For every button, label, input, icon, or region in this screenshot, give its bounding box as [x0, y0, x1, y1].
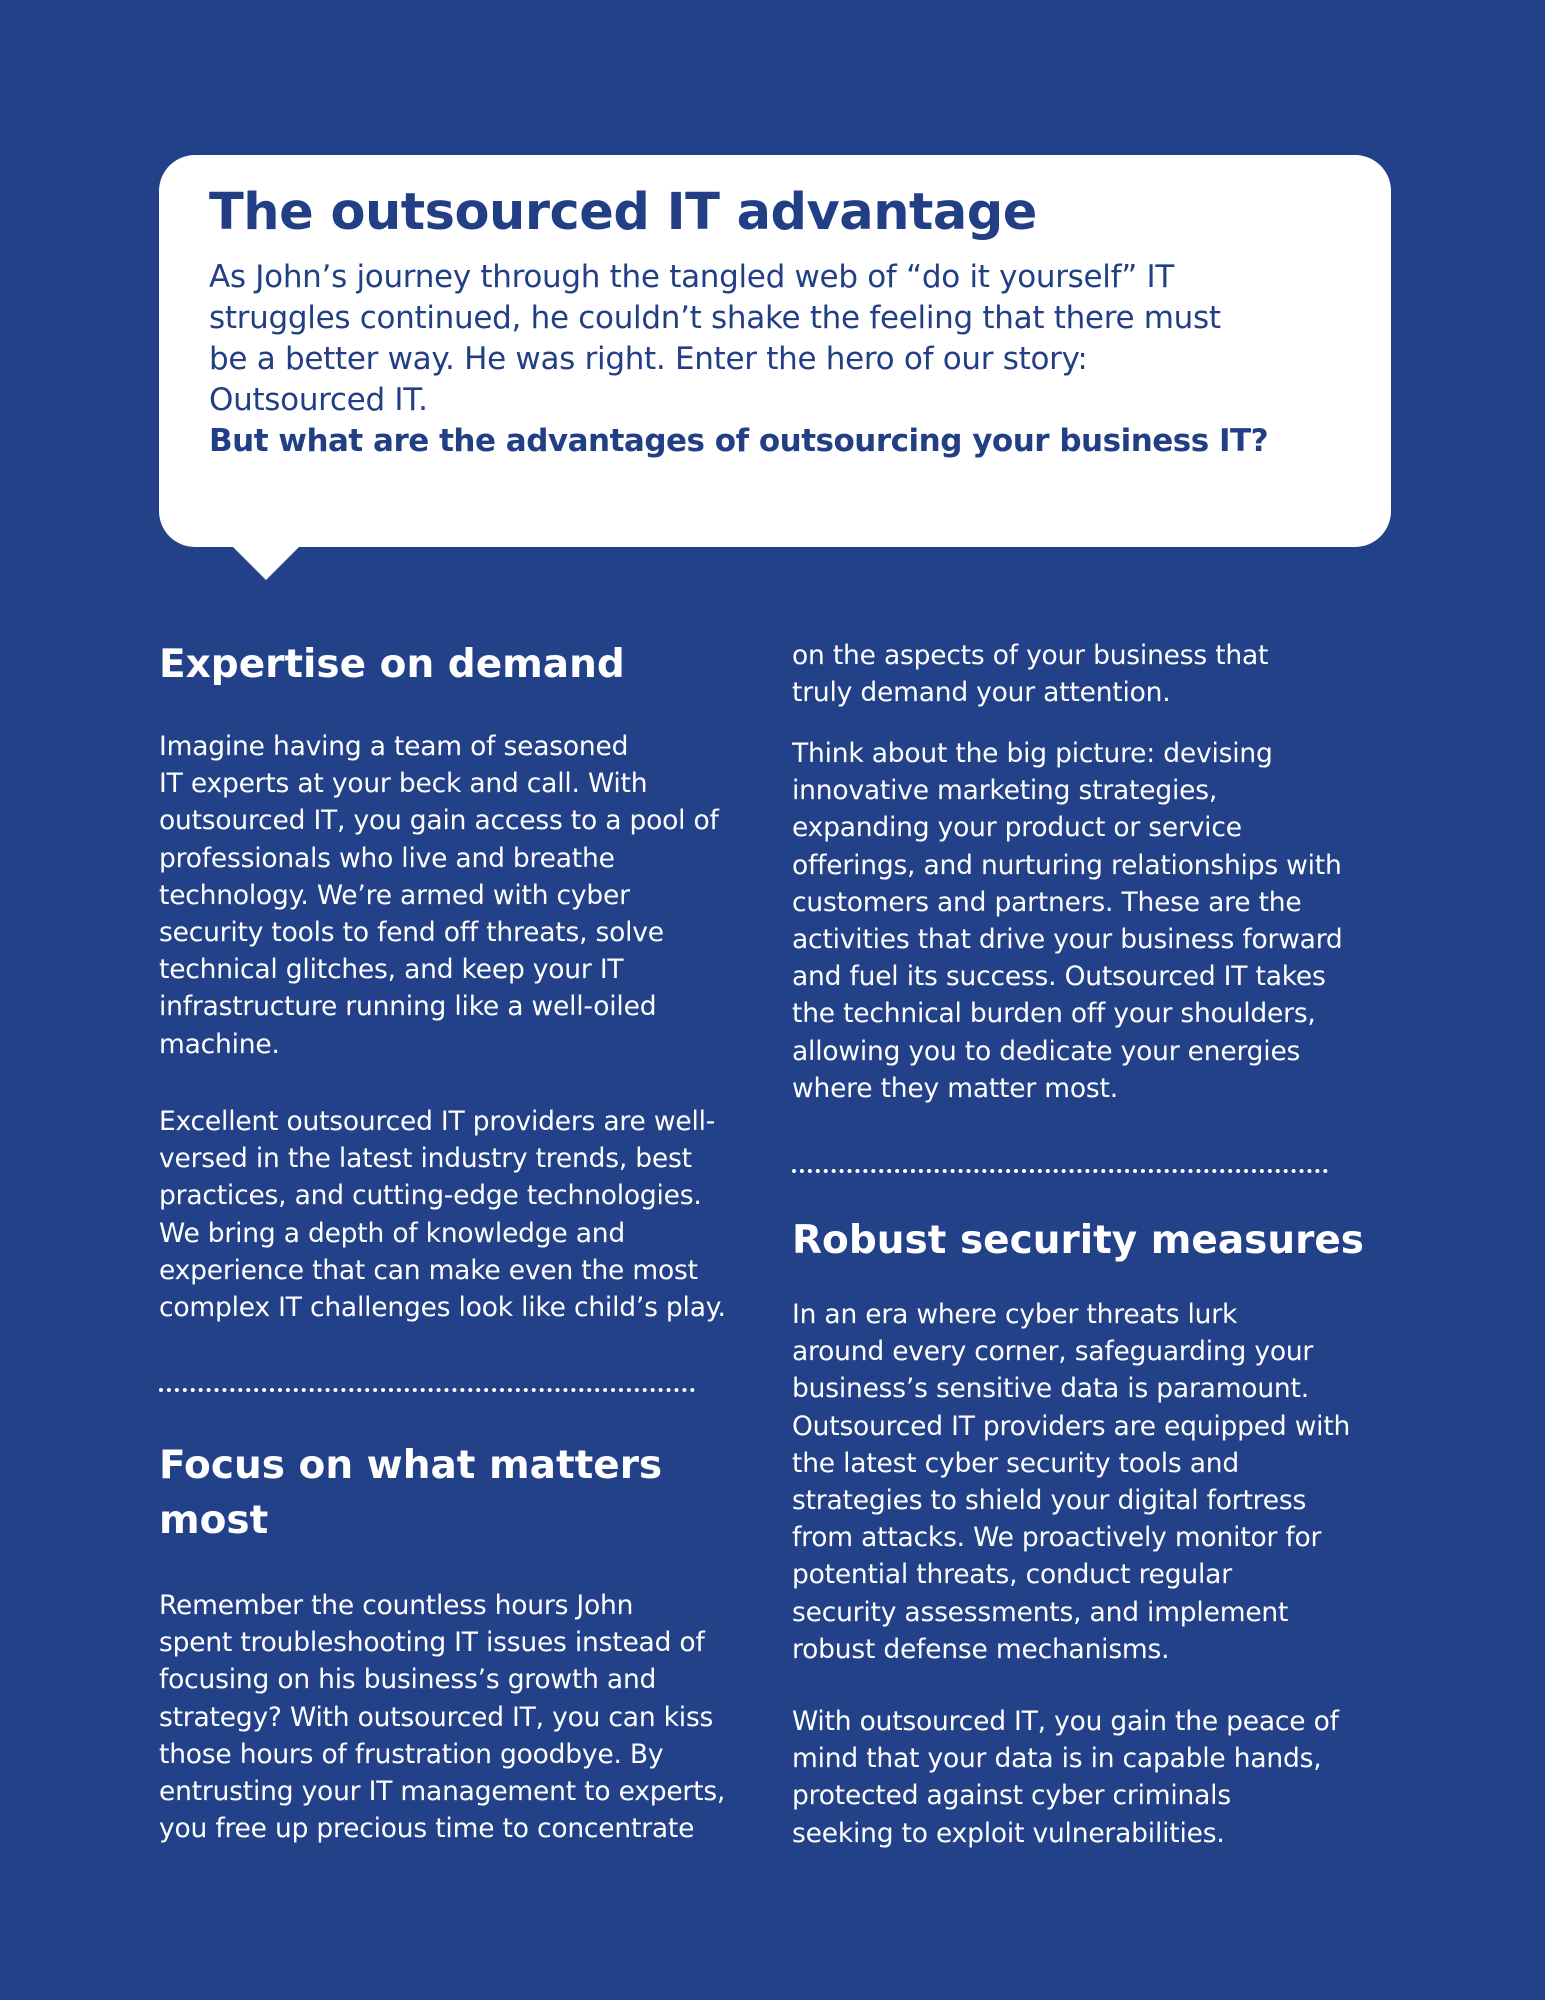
dotted-divider — [792, 1169, 1328, 1173]
dotted-divider — [159, 1388, 695, 1392]
text-line: Think about the big picture: devising — [792, 738, 1273, 769]
title-line: Focus on what matters — [159, 1443, 663, 1488]
text-line: technology. We’re armed with cyber — [159, 879, 630, 911]
callout-tail — [232, 546, 300, 580]
section-title-security: Robust security measures — [792, 1218, 1365, 1263]
text-line: strategies to shield your digital fortress — [792, 1485, 1307, 1517]
text-line: With outsourced IT, you gain the peace of — [792, 1706, 1339, 1737]
text-line: machine. — [159, 1028, 280, 1060]
text-line: versed in the latest industry trends, best — [159, 1143, 692, 1175]
text-line: complex IT challenges look like child’s play. — [159, 1292, 726, 1324]
text-line: customers and partners. These are the — [792, 886, 1302, 918]
text-line: security tools to fend off threats, solve — [159, 917, 664, 949]
text-line: experience that can make even the most — [159, 1254, 698, 1286]
text-line: We bring a depth of knowledge and — [159, 1217, 626, 1249]
text-line: infrastructure running like a well-oiled — [159, 991, 657, 1023]
text-line: mind that your data is in capable hands, — [792, 1743, 1322, 1775]
text-line: professionals who live and breathe — [159, 842, 615, 874]
text-line: robust defense mechanisms. — [792, 1633, 1170, 1665]
expertise-paragraph-1 — [159, 728, 719, 1063]
intro-line: struggles continued, he couldn’t shake the feeling that there must — [209, 300, 1221, 336]
security-paragraph-2 — [792, 1703, 1339, 1852]
intro-callout — [159, 155, 1391, 547]
text-line: IT experts at your beck and call. With — [159, 768, 648, 800]
focus-paragraph-1-continued — [792, 637, 1268, 711]
text-line: the technical burden off your shoulders, — [792, 998, 1316, 1030]
text-line: outsourced IT, you gain access to a pool of — [159, 805, 719, 837]
security-paragraph-1 — [792, 1296, 1350, 1668]
text-line: Remember the countless hours John — [159, 1590, 634, 1621]
text-line: the latest cyber security tools and — [792, 1447, 1240, 1479]
intro-line: be a better way. He was right. Enter the hero of our story: — [209, 341, 1088, 377]
section-title-focus — [159, 1438, 662, 1548]
text-line: security assessments, and implement — [792, 1596, 1289, 1628]
text-line: and fuel its success. Outsourced IT takes — [792, 961, 1326, 993]
text-line: entrusting your IT management to experts, — [159, 1776, 726, 1808]
focus-paragraph-2 — [792, 735, 1343, 1107]
text-line: strategy? With outsourced IT, you can kiss — [159, 1701, 714, 1733]
text-line: innovative marketing strategies, — [792, 775, 1218, 807]
text-line: focusing on his business’s growth and — [159, 1664, 657, 1696]
intro-paragraph — [209, 257, 1351, 421]
text-line: offerings, and nurturing relationships with — [792, 849, 1342, 881]
text-line: you free up precious time to concentrate — [159, 1813, 695, 1845]
text-line: business’s sensitive data is paramount. — [792, 1373, 1309, 1405]
focus-paragraph-1 — [159, 1587, 725, 1847]
text-line: seeking to exploit vulnerabilities. — [792, 1817, 1225, 1849]
text-line: activities that drive your business forward — [792, 924, 1343, 956]
text-line: Excellent outsourced IT providers are well- — [159, 1106, 716, 1137]
text-line: spent troubleshooting IT issues instead of — [159, 1627, 705, 1659]
text-line: allowing you to dedicate your energies — [792, 1035, 1301, 1067]
text-line: around every corner, safeguarding your — [792, 1336, 1314, 1368]
expertise-paragraph-2 — [159, 1103, 726, 1326]
text-line: protected against cyber criminals — [792, 1780, 1231, 1812]
intro-question: But what are the advantages of outsourcing your business IT? — [209, 423, 1269, 459]
text-line: Imagine having a team of seasoned — [159, 731, 629, 762]
text-line: practices, and cutting-edge technologies. — [159, 1180, 702, 1212]
text-line: technical glitches, and keep your IT — [159, 954, 624, 986]
text-line: expanding your product or service — [792, 812, 1242, 844]
intro-line: Outsourced IT. — [209, 382, 428, 418]
text-line: those hours of frustration goodbye. By — [159, 1738, 664, 1770]
title-line: most — [159, 1498, 269, 1543]
text-line: potential threats, conduct regular — [792, 1559, 1232, 1591]
intro-line: As John’s journey through the tangled web of “do it yourself” IT — [209, 259, 1175, 295]
text-line: on the aspects of your business that — [792, 640, 1269, 671]
section-title-expertise: Expertise on demand — [159, 642, 625, 687]
text-line: where they matter most. — [792, 1072, 1118, 1104]
page-title: The outsourced IT advantage — [209, 183, 1037, 242]
text-line: Outsourced IT providers are equipped with — [792, 1410, 1351, 1442]
text-line: truly demand your attention. — [792, 677, 1171, 709]
text-line: from attacks. We proactively monitor for — [792, 1522, 1322, 1554]
text-line: In an era where cyber threats lurk — [792, 1299, 1238, 1330]
